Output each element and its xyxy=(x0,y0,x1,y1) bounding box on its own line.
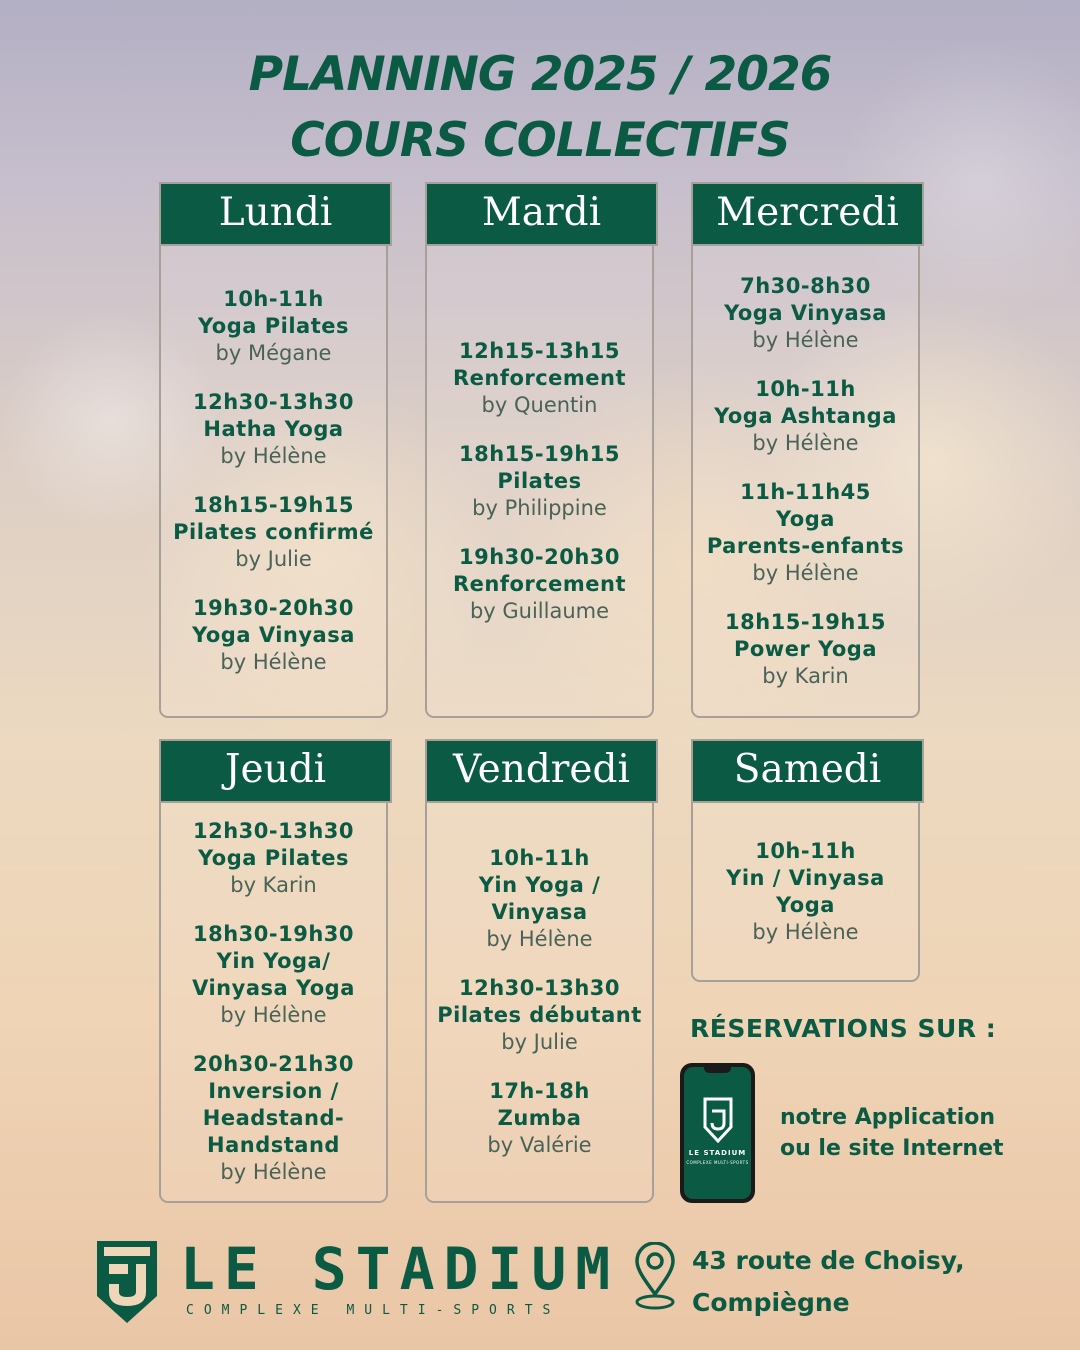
booking-title: RÉSERVATIONS SUR : xyxy=(690,1014,997,1043)
class-instructor: by Quentin xyxy=(481,392,598,417)
class-name: Zumba xyxy=(497,1106,582,1130)
class-name: Yoga Pilates xyxy=(198,314,349,338)
class-name: Yoga Pilates xyxy=(198,846,349,870)
day-header: Mercredi xyxy=(691,182,924,246)
class-instructor: by Hélène xyxy=(752,430,859,455)
phone-sub-text: COMPLEXE MULTI-SPORTS xyxy=(686,1160,749,1165)
class-time: 7h30-8h30 xyxy=(740,273,871,298)
class-time: 10h-11h xyxy=(755,376,856,401)
class-item xyxy=(427,975,652,1056)
class-instructor: by Julie xyxy=(235,547,312,571)
class-name: Yin Yoga / Vinyasa xyxy=(478,873,601,924)
class-name: Yoga Vinyasa xyxy=(192,623,355,647)
class-instructor: by Philippine xyxy=(472,495,607,520)
class-name: Renforcement xyxy=(452,365,627,390)
address-line1: 43 route de Choisy, xyxy=(692,1246,965,1275)
class-time: 10h-11h xyxy=(489,846,590,870)
class-time: 12h30-13h30 xyxy=(192,390,354,414)
class-item xyxy=(427,1078,652,1159)
class-instructor: by Hélène xyxy=(486,927,593,951)
class-name: Yoga Parents-enfants xyxy=(706,506,905,558)
day-header: Samedi xyxy=(691,739,924,803)
class-time: 18h15-19h15 xyxy=(724,609,886,634)
day-card-lundi xyxy=(159,182,388,718)
day-header: Mardi xyxy=(425,182,658,246)
class-item xyxy=(161,492,386,573)
booking-channels xyxy=(780,1102,1004,1164)
address xyxy=(692,1240,965,1324)
class-name: Pilates confirmé xyxy=(173,520,374,544)
brand-name: LE STADIUM xyxy=(180,1235,620,1303)
class-item xyxy=(161,286,386,367)
class-instructor: by Hélène xyxy=(752,327,859,352)
class-time: 12h30-13h30 xyxy=(192,819,354,843)
day-card-samedi xyxy=(691,739,920,982)
class-instructor: by Mégane xyxy=(215,341,332,365)
class-item xyxy=(693,609,918,690)
class-instructor: by Guillaume xyxy=(469,598,610,623)
class-item xyxy=(693,273,918,354)
class-instructor: by Hélène xyxy=(220,650,327,674)
class-list xyxy=(693,246,918,716)
class-time: 11h-11h45 xyxy=(740,479,871,504)
class-item xyxy=(693,838,918,946)
brand-subtitle: COMPLEXE MULTI-SPORTS xyxy=(186,1303,561,1318)
class-item xyxy=(161,389,386,470)
class-instructor: by Julie xyxy=(501,1030,578,1054)
class-instructor: by Karin xyxy=(762,663,849,688)
class-item xyxy=(161,1051,386,1186)
class-name: Pilates xyxy=(497,468,582,493)
class-time: 18h15-19h15 xyxy=(458,441,620,466)
class-item xyxy=(693,376,918,457)
class-name: Yin / Vinyasa Yoga xyxy=(726,865,885,917)
day-card-jeudi xyxy=(159,739,388,1203)
class-instructor: by Valérie xyxy=(487,1133,592,1157)
class-name: Inversion / Headstand- Handstand xyxy=(202,1079,345,1157)
class-time: 12h15-13h15 xyxy=(458,338,620,363)
class-name: Yin Yoga/ Vinyasa Yoga xyxy=(192,949,355,1000)
booking-line-site: ou le site Internet xyxy=(780,1136,1004,1161)
class-item xyxy=(427,845,652,953)
class-time: 10h-11h xyxy=(223,287,324,311)
class-item xyxy=(427,338,652,419)
class-list xyxy=(427,246,652,716)
day-card-mercredi xyxy=(691,182,920,718)
class-name: Yoga Vinyasa xyxy=(724,300,887,325)
page-title-line2: COURS COLLECTIFS xyxy=(290,113,790,168)
day-header: Lundi xyxy=(159,182,392,246)
shield-logo-icon xyxy=(703,1097,733,1143)
class-time: 10h-11h xyxy=(755,838,856,863)
class-time: 17h-18h xyxy=(489,1079,590,1103)
class-list xyxy=(693,803,918,980)
class-time: 12h30-13h30 xyxy=(458,976,620,1000)
day-header: Vendredi xyxy=(425,739,658,803)
class-item xyxy=(693,479,918,587)
class-instructor: by Hélène xyxy=(220,1003,327,1027)
class-item xyxy=(427,544,652,625)
phone-app-icon xyxy=(680,1063,755,1203)
phone-brand-text: LE STADIUM xyxy=(688,1149,747,1157)
phone-notch xyxy=(704,1067,731,1073)
class-list xyxy=(161,246,386,716)
class-instructor: by Hélène xyxy=(220,444,327,468)
class-time: 20h30-21h30 xyxy=(192,1052,354,1076)
class-time: 19h30-20h30 xyxy=(192,596,354,620)
class-instructor: by Karin xyxy=(230,873,317,897)
le-stadium-shield-icon xyxy=(94,1238,160,1326)
class-time: 18h30-19h30 xyxy=(192,922,354,946)
location-pin-icon xyxy=(633,1242,677,1312)
class-item xyxy=(427,441,652,522)
class-name: Renforcement xyxy=(452,571,627,596)
class-instructor: by Hélène xyxy=(752,919,859,944)
class-instructor: by Hélène xyxy=(752,560,859,585)
class-list xyxy=(427,803,652,1201)
class-name: Yoga Ashtanga xyxy=(714,403,897,428)
class-name: Hatha Yoga xyxy=(203,417,344,441)
class-time: 19h30-20h30 xyxy=(458,544,620,569)
class-name: Power Yoga xyxy=(733,636,878,661)
class-time: 18h15-19h15 xyxy=(192,493,354,517)
booking-line-app: notre Application xyxy=(780,1105,996,1130)
day-header: Jeudi xyxy=(159,739,392,803)
address-line2: Compiègne xyxy=(692,1288,850,1317)
class-name: Pilates débutant xyxy=(437,1003,642,1027)
day-card-mardi xyxy=(425,182,654,718)
class-list xyxy=(161,803,386,1201)
day-card-vendredi xyxy=(425,739,654,1203)
class-item xyxy=(161,921,386,1029)
class-item xyxy=(161,818,386,899)
class-item xyxy=(161,595,386,676)
class-instructor: by Hélène xyxy=(220,1160,327,1184)
page-title-line1: PLANNING 2025 / 2026 xyxy=(248,47,832,102)
